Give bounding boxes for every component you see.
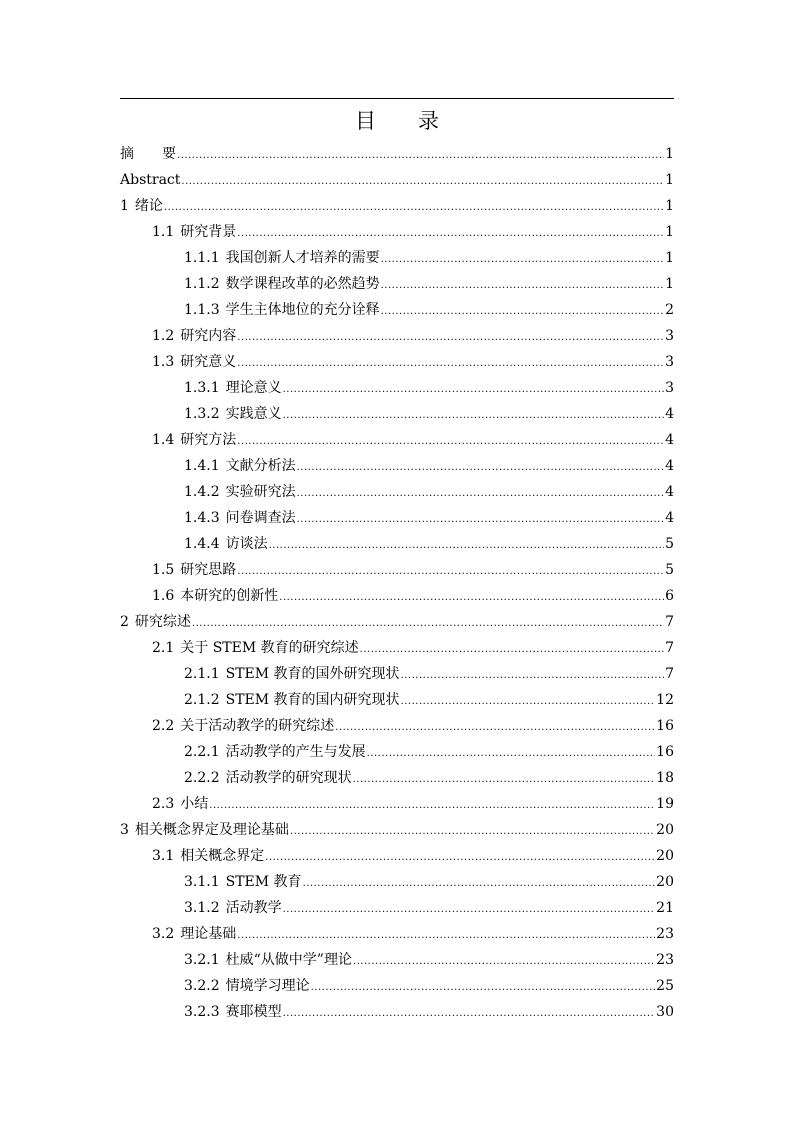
dot-leader bbox=[381, 299, 664, 325]
dot-leader bbox=[237, 923, 655, 949]
toc-entry[interactable] bbox=[120, 661, 674, 687]
toc-entry-number: 2.1 bbox=[152, 640, 175, 656]
toc-entry[interactable] bbox=[120, 479, 674, 505]
toc-entry-page: 23 bbox=[656, 952, 674, 968]
toc-entry[interactable] bbox=[120, 713, 674, 739]
toc-entry[interactable] bbox=[120, 817, 674, 843]
toc-entry-text: 绪论 bbox=[134, 198, 163, 214]
toc-entry[interactable] bbox=[120, 973, 674, 999]
toc-entry-text: 学生主体地位的充分诠释 bbox=[225, 302, 380, 318]
toc-entry-text: 访谈法 bbox=[225, 536, 268, 552]
toc-entry[interactable] bbox=[120, 167, 674, 193]
dot-leader bbox=[192, 611, 664, 637]
toc-entry-number: 3.1.1 bbox=[184, 874, 220, 890]
toc-entry-text: 研究背景 bbox=[180, 224, 237, 240]
toc-entry[interactable] bbox=[120, 245, 674, 271]
toc-entry-number: 1.3.1 bbox=[184, 380, 220, 396]
toc-entry[interactable] bbox=[120, 895, 674, 921]
toc-entry[interactable] bbox=[120, 323, 674, 349]
toc-entry-number: 1.3 bbox=[152, 354, 175, 370]
toc-entry-text: 小结 bbox=[180, 796, 209, 812]
toc-entry-text: 赛耶模型 bbox=[225, 1004, 282, 1020]
toc-entry[interactable] bbox=[120, 687, 674, 713]
dot-leader bbox=[360, 637, 664, 663]
toc-entry-page: 18 bbox=[656, 770, 674, 786]
toc-entry-number: 1.1.2 bbox=[184, 276, 220, 292]
toc-entry-number: 1 bbox=[120, 198, 129, 214]
dot-leader bbox=[335, 715, 655, 741]
toc-entry-label bbox=[152, 843, 264, 869]
dot-leader bbox=[237, 325, 664, 351]
toc-entry-page: 16 bbox=[656, 744, 674, 760]
toc-entry-text: 相关概念界定及理论基础 bbox=[134, 822, 289, 838]
toc-entry[interactable] bbox=[120, 947, 674, 973]
top-rule bbox=[120, 98, 674, 99]
toc-entry-number: 2.2 bbox=[152, 718, 175, 734]
toc-entry[interactable] bbox=[120, 505, 674, 531]
toc-entry-label bbox=[184, 687, 400, 713]
toc-entry-page: 21 bbox=[656, 900, 674, 916]
toc-entry-page: 4 bbox=[665, 432, 674, 448]
dot-leader bbox=[353, 949, 655, 975]
dot-leader bbox=[311, 975, 656, 1001]
toc-entry-label bbox=[152, 635, 359, 661]
toc-entry-number: 1.1 bbox=[152, 224, 175, 240]
table-of-contents bbox=[120, 141, 674, 1025]
dot-leader bbox=[237, 429, 664, 455]
toc-entry[interactable] bbox=[120, 193, 674, 219]
toc-entry-text: 摘 要 bbox=[120, 146, 176, 162]
toc-entry-number: 1.4.2 bbox=[184, 484, 220, 500]
toc-entry-text: 活动教学的产生与发展 bbox=[225, 744, 366, 760]
toc-entry-label bbox=[152, 557, 236, 583]
toc-entry[interactable] bbox=[120, 921, 674, 947]
toc-entry-number: 1.4.3 bbox=[184, 510, 220, 526]
dot-leader bbox=[401, 689, 656, 715]
toc-entry-number: 1.5 bbox=[152, 562, 175, 578]
toc-entry-number: 3.1.2 bbox=[184, 900, 220, 916]
toc-entry[interactable] bbox=[120, 219, 674, 245]
toc-entry-page: 4 bbox=[665, 510, 674, 526]
toc-entry-page: 1 bbox=[665, 276, 674, 292]
dot-leader bbox=[290, 819, 655, 845]
toc-entry-page: 4 bbox=[665, 458, 674, 474]
toc-entry-page: 3 bbox=[665, 354, 674, 370]
toc-entry-text: 活动教学的研究现状 bbox=[225, 770, 352, 786]
toc-entry-text: 关于 STEM 教育的研究综述 bbox=[180, 640, 359, 656]
toc-entry-page: 1 bbox=[665, 198, 674, 214]
toc-entry[interactable] bbox=[120, 635, 674, 661]
toc-entry-page: 5 bbox=[665, 562, 674, 578]
toc-entry-number: 2.1.2 bbox=[184, 692, 220, 708]
toc-entry-label bbox=[184, 765, 352, 791]
toc-entry-label bbox=[120, 817, 289, 843]
toc-entry[interactable] bbox=[120, 999, 674, 1025]
toc-entry-label bbox=[184, 453, 296, 479]
toc-entry-page: 7 bbox=[665, 666, 674, 682]
toc-entry-label bbox=[184, 739, 366, 765]
toc-entry-text: 文献分析法 bbox=[225, 458, 296, 474]
toc-entry-number: 3.1 bbox=[152, 848, 175, 864]
dot-leader bbox=[353, 767, 656, 793]
toc-entry-page: 20 bbox=[656, 822, 674, 838]
toc-entry-number: 1.2 bbox=[152, 328, 175, 344]
toc-entry-page: 12 bbox=[656, 692, 674, 708]
toc-entry-page: 23 bbox=[656, 926, 674, 942]
toc-entry-label bbox=[152, 583, 278, 609]
toc-entry-text: 本研究的创新性 bbox=[180, 588, 279, 604]
toc-entry-number: 1.4.4 bbox=[184, 536, 220, 552]
dot-leader bbox=[279, 585, 664, 611]
toc-entry-page: 3 bbox=[665, 380, 674, 396]
toc-entry-label bbox=[184, 947, 352, 973]
toc-entry-text: 理论基础 bbox=[180, 926, 237, 942]
toc-entry[interactable] bbox=[120, 401, 674, 427]
dot-leader bbox=[381, 273, 664, 299]
toc-entry-text: 活动教学 bbox=[225, 900, 282, 916]
dot-leader bbox=[269, 533, 664, 559]
toc-entry-page: 1 bbox=[665, 224, 674, 240]
dot-leader bbox=[283, 897, 656, 923]
toc-entry-label bbox=[120, 167, 180, 193]
toc-entry-page: 4 bbox=[665, 484, 674, 500]
dot-leader bbox=[237, 559, 664, 585]
toc-entry-number: 2.2.1 bbox=[184, 744, 220, 760]
toc-entry-text: 研究意义 bbox=[180, 354, 237, 370]
toc-entry-text: 数学课程改革的必然趋势 bbox=[225, 276, 380, 292]
dot-leader bbox=[237, 221, 664, 247]
toc-entry-number: 3.2.2 bbox=[184, 978, 220, 994]
toc-entry-page: 19 bbox=[656, 796, 674, 812]
toc-entry-page: 1 bbox=[665, 250, 674, 266]
toc-entry[interactable] bbox=[120, 453, 674, 479]
toc-entry-label bbox=[152, 921, 236, 947]
toc-entry-text: STEM 教育 bbox=[225, 874, 302, 890]
toc-entry-label bbox=[184, 895, 282, 921]
toc-entry-label bbox=[152, 791, 208, 817]
toc-entry-text: STEM 教育的国外研究现状 bbox=[225, 666, 400, 682]
toc-entry[interactable] bbox=[120, 739, 674, 765]
toc-entry-label bbox=[184, 973, 310, 999]
toc-entry-number: 1.1.3 bbox=[184, 302, 220, 318]
toc-entry-page: 7 bbox=[665, 614, 674, 630]
toc-entry-page: 3 bbox=[665, 328, 674, 344]
toc-entry-text: STEM 教育的国内研究现状 bbox=[225, 692, 400, 708]
toc-entry-number: 3.2.1 bbox=[184, 952, 220, 968]
dot-leader bbox=[181, 169, 664, 195]
dot-leader bbox=[237, 351, 664, 377]
toc-entry-label bbox=[184, 479, 296, 505]
toc-entry-label bbox=[184, 245, 380, 271]
toc-entry-text: 研究方法 bbox=[180, 432, 237, 448]
toc-entry-page: 20 bbox=[656, 848, 674, 864]
toc-entry-text: 理论意义 bbox=[225, 380, 282, 396]
toc-entry-label bbox=[184, 531, 268, 557]
dot-leader bbox=[303, 871, 656, 897]
toc-entry-text: Abstract bbox=[120, 172, 181, 188]
dot-leader bbox=[297, 481, 664, 507]
page-title: 目 录 bbox=[355, 109, 439, 133]
toc-entry-number: 1.1.1 bbox=[184, 250, 220, 266]
toc-entry-label bbox=[152, 349, 236, 375]
dot-leader bbox=[283, 403, 664, 429]
toc-entry-text: 研究思路 bbox=[180, 562, 237, 578]
toc-entry-page: 2 bbox=[665, 302, 674, 318]
toc-entry[interactable] bbox=[120, 583, 674, 609]
toc-entry-page: 6 bbox=[665, 588, 674, 604]
dot-leader bbox=[381, 247, 664, 273]
dot-leader bbox=[164, 195, 664, 221]
dot-leader bbox=[283, 1001, 656, 1027]
toc-entry-page: 25 bbox=[656, 978, 674, 994]
toc-entry-number: 1.6 bbox=[152, 588, 175, 604]
toc-entry-label bbox=[120, 141, 176, 167]
toc-entry-label bbox=[120, 609, 191, 635]
toc-entry[interactable] bbox=[120, 427, 674, 453]
toc-entry-number: 1.3.2 bbox=[184, 406, 220, 422]
toc-entry-text: 杜威“从做中学”理论 bbox=[225, 952, 352, 968]
toc-entry[interactable] bbox=[120, 297, 674, 323]
dot-leader bbox=[177, 143, 664, 169]
toc-entry-label bbox=[184, 999, 282, 1025]
toc-entry[interactable] bbox=[120, 869, 674, 895]
dot-leader bbox=[401, 663, 665, 689]
toc-entry-label bbox=[184, 297, 380, 323]
toc-entry-page: 16 bbox=[656, 718, 674, 734]
toc-entry-label bbox=[152, 713, 334, 739]
toc-entry-page: 1 bbox=[665, 146, 674, 162]
dot-leader bbox=[297, 455, 664, 481]
toc-entry-number: 1.4.1 bbox=[184, 458, 220, 474]
toc-entry[interactable] bbox=[120, 791, 674, 817]
toc-entry-page: 30 bbox=[656, 1004, 674, 1020]
toc-entry-text: 实践意义 bbox=[225, 406, 282, 422]
toc-entry[interactable] bbox=[120, 141, 674, 167]
toc-entry-number: 2.3 bbox=[152, 796, 175, 812]
toc-entry[interactable] bbox=[120, 843, 674, 869]
toc-entry[interactable] bbox=[120, 349, 674, 375]
toc-entry-number: 3.2.3 bbox=[184, 1004, 220, 1020]
toc-entry-label bbox=[184, 869, 302, 895]
dot-leader bbox=[209, 793, 655, 819]
toc-entry[interactable] bbox=[120, 765, 674, 791]
dot-leader bbox=[297, 507, 664, 533]
toc-entry-label bbox=[184, 661, 400, 687]
toc-entry-number: 2.2.2 bbox=[184, 770, 220, 786]
toc-entry[interactable] bbox=[120, 557, 674, 583]
toc-entry-text: 我国创新人才培养的需要 bbox=[225, 250, 380, 266]
toc-entry-text: 研究内容 bbox=[180, 328, 237, 344]
toc-entry-page: 4 bbox=[665, 406, 674, 422]
toc-entry[interactable] bbox=[120, 531, 674, 557]
toc-entry-text: 相关概念界定 bbox=[180, 848, 265, 864]
toc-entry-text: 问卷调查法 bbox=[225, 510, 296, 526]
toc-entry-page: 7 bbox=[665, 640, 674, 656]
toc-entry-text: 研究综述 bbox=[134, 614, 191, 630]
toc-entry-label bbox=[184, 401, 282, 427]
toc-entry-page: 5 bbox=[665, 536, 674, 552]
toc-entry-label bbox=[120, 193, 163, 219]
toc-entry-label bbox=[152, 323, 236, 349]
toc-entry-label bbox=[184, 505, 296, 531]
dot-leader bbox=[265, 845, 655, 871]
toc-entry[interactable] bbox=[120, 609, 674, 635]
toc-entry-label bbox=[152, 427, 236, 453]
toc-entry-page: 20 bbox=[656, 874, 674, 890]
toc-entry-label bbox=[184, 375, 282, 401]
toc-entry-number: 3.2 bbox=[152, 926, 175, 942]
toc-entry-text: 情境学习理论 bbox=[225, 978, 310, 994]
toc-entry-text: 实验研究法 bbox=[225, 484, 296, 500]
toc-entry[interactable] bbox=[120, 271, 674, 297]
dot-leader bbox=[283, 377, 664, 403]
toc-entry-number: 1.4 bbox=[152, 432, 175, 448]
toc-entry-number: 3 bbox=[120, 822, 129, 838]
toc-entry-number: 2 bbox=[120, 614, 129, 630]
toc-entry-label bbox=[152, 219, 236, 245]
toc-entry-label bbox=[184, 271, 380, 297]
toc-entry-number: 2.1.1 bbox=[184, 666, 220, 682]
toc-entry-text: 关于活动教学的研究综述 bbox=[180, 718, 335, 734]
dot-leader bbox=[367, 741, 656, 767]
toc-entry-page: 1 bbox=[665, 172, 674, 188]
toc-entry[interactable] bbox=[120, 375, 674, 401]
